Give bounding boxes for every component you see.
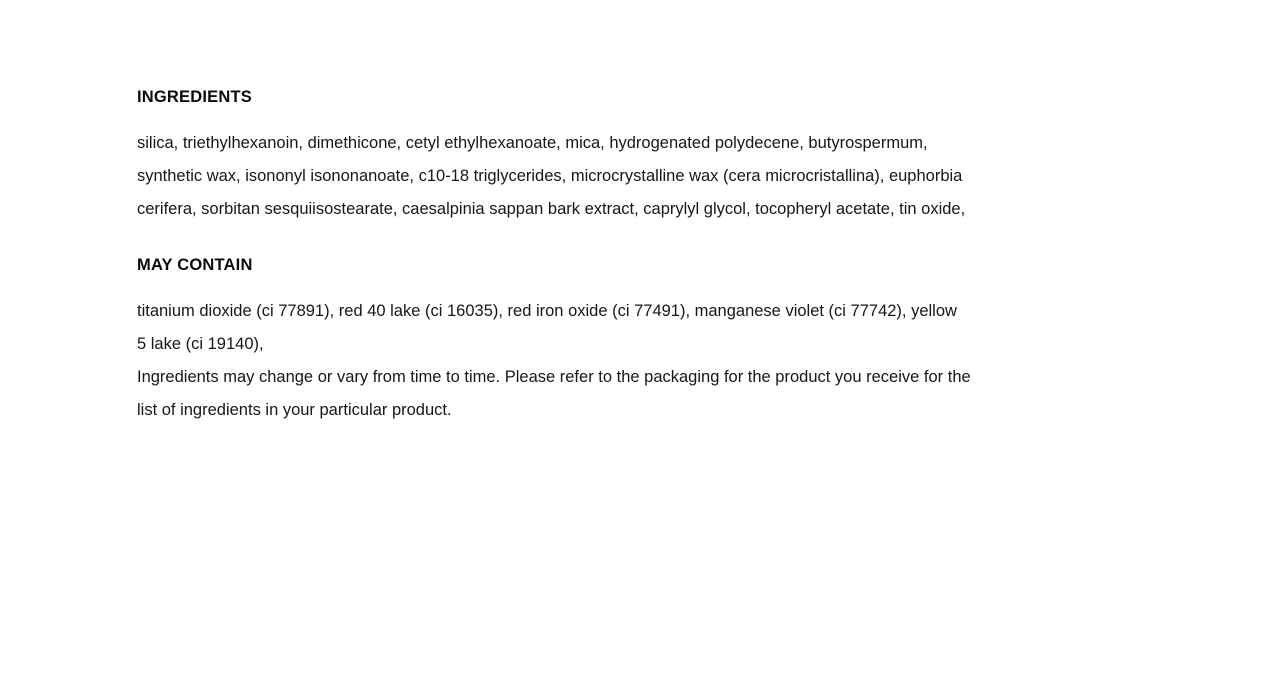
ingredients-heading: INGREDIENTS: [137, 88, 252, 106]
ingredients-list-text: silica, triethylhexanoin, dimethicone, cetyl ethylhexanoate, mica, hydrogenated polydecene, butyrospermum, synthetic wax, isononyl isononanoate, c10-18 triglycerides, microcrystalline wax (cera microcristallina), euphorbia cerifera, sorbitan sesquiisostearate, caesalpinia sappan bark extract, caprylyl glycol, tocopheryl acetate, tin oxide,: [137, 134, 966, 219]
ingredients-disclaimer-text: Ingredients may change or vary from time to time. Please refer to the packaging for the product you receive for the list of ingredients in your particular product.: [137, 368, 971, 420]
may-contain-heading: MAY CONTAIN: [137, 256, 253, 275]
may-contain-list-text: titanium dioxide (ci 77891), red 40 lake (ci 16035), red iron oxide (ci 77491), manganese violet (ci 77742), yellow 5 lake (ci 19140),: [137, 302, 957, 354]
